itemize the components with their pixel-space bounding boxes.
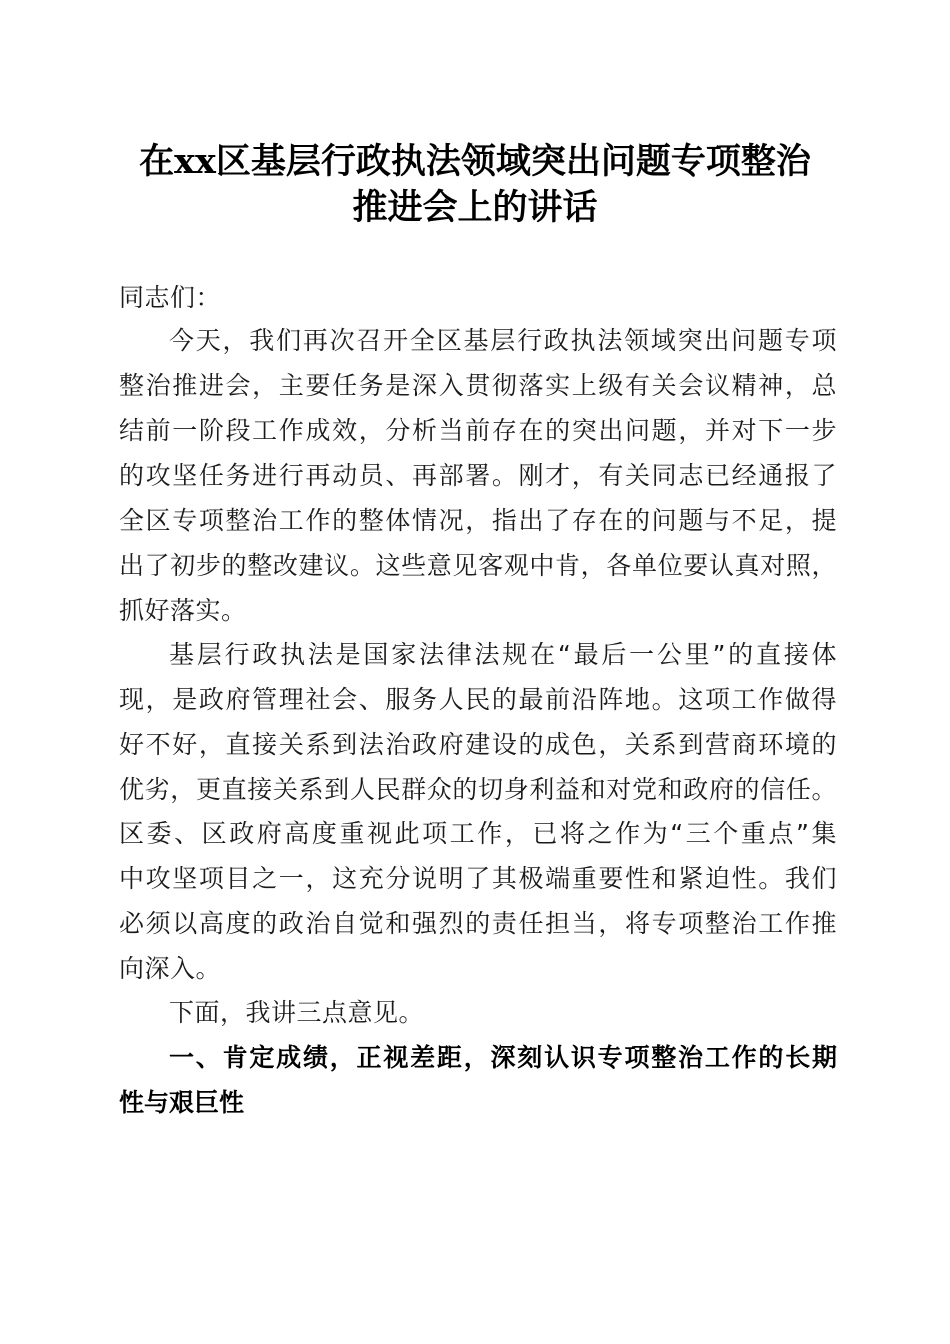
salutation: 同志们： [119,283,222,312]
paragraph-2-line-8: 向深入。 [119,954,222,983]
paragraph-1-line-1: 今天，我们再次召开全区基层行政执法领域突出问题专项 [169,326,837,355]
paragraph-1-line-6: 出了初步的整改建议。这些意见客观中肯，各单位要认真对照， [119,551,837,580]
paragraph-2-line-1: 基层行政执法是国家法律法规在“最后一公里”的直接体 [169,640,837,669]
paragraph-3-line-1: 下面，我讲三点意见。 [169,998,425,1027]
paragraph-2-line-3: 好不好，直接关系到法治政府建设的成色，关系到营商环境的 [119,730,837,759]
section-heading-line-2: 性与艰巨性 [119,1088,245,1117]
document-title-line-1: 在xx区基层行政执法领域突出问题专项整治 [139,141,811,182]
paragraph-1-line-3: 结前一阶段工作成效，分析当前存在的突出问题，并对下一步 [119,416,837,445]
paragraph-2-line-5: 区委、区政府高度重视此项工作，已将之作为“三个重点”集 [119,819,837,848]
section-heading-line-1: 一、肯定成绩，正视差距，深刻认识专项整治工作的长期 [169,1043,837,1072]
document-title-line-2: 推进会上的讲话 [352,187,598,228]
paragraph-2-line-7: 必须以高度的政治自觉和强烈的责任担当，将专项整治工作推 [119,909,837,938]
paragraph-2-line-2: 现，是政府管理社会、服务人民的最前沿阵地。这项工作做得 [119,685,837,714]
paragraph-1-line-2: 整治推进会，主要任务是深入贯彻落实上级有关会议精神，总 [119,371,837,400]
paragraph-1-line-5: 全区专项整治工作的整体情况，指出了存在的问题与不足，提 [119,506,837,535]
paragraph-2-line-6: 中攻坚项目之一，这充分说明了其极端重要性和紧迫性。我们 [119,864,837,893]
paragraph-1-line-4: 的攻坚任务进行再动员、再部署。刚才，有关同志已经通报了 [119,461,837,490]
paragraph-2-line-4: 优劣，更直接关系到人民群众的切身利益和对党和政府的信任。 [119,775,837,804]
paragraph-1-line-7: 抓好落实。 [119,596,247,625]
